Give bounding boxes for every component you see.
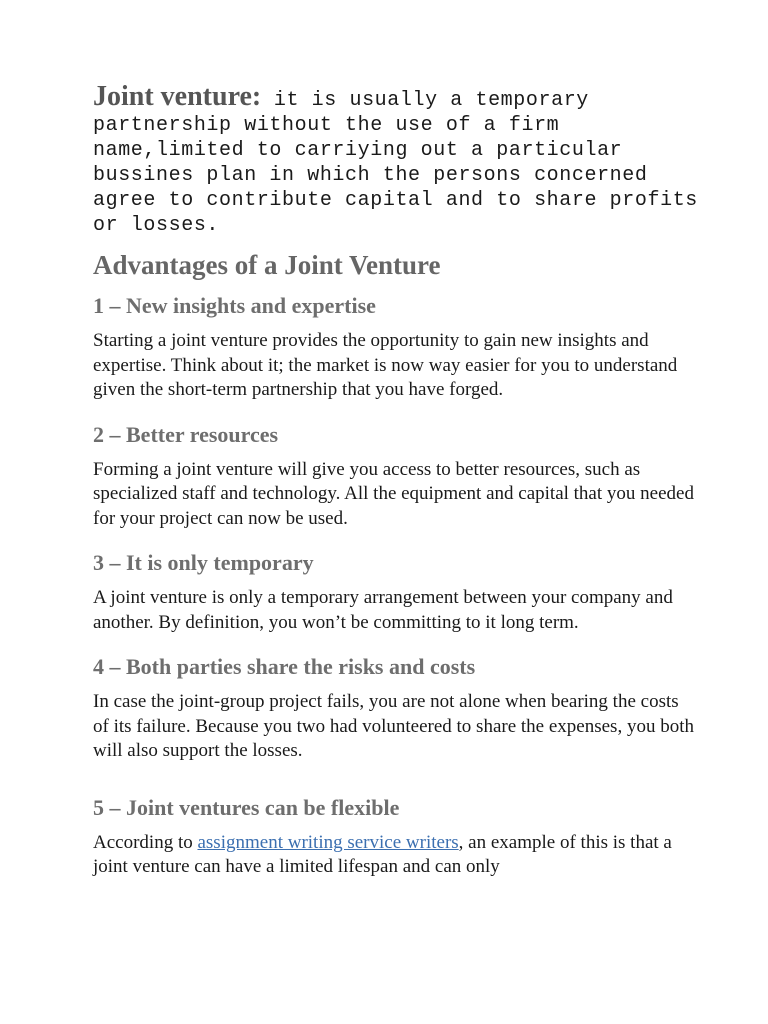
section-5-heading: 5 – Joint ventures can be flexible — [93, 794, 400, 820]
section-4-text: In case the joint-group project fails, you are not alone when bearing the costs of its failure. Because you two had volunteered to share the expenses, you both will also support the losses. — [93, 691, 694, 761]
section-3-text: A joint venture is only a temporary arrangement between your company and another. By definition, you won’t be committing to it long term. — [93, 587, 673, 633]
assignment-writing-link[interactable]: assignment writing service writers — [197, 831, 459, 853]
section-2-text: Forming a joint venture will give you access to better resources, such as specialized staff and technology. All the equipment and capital that you needed for your project can now be used. — [93, 458, 694, 529]
section-4-heading: 4 – Both parties share the risks and costs — [93, 654, 476, 679]
intro-term: Joint venture: — [93, 81, 262, 112]
section-1-text: Starting a joint venture provides the opportunity to gain new insights and expertise. Think about it; the market is now way easier for you to understand given the short-term partnership that you have forged. — [93, 330, 678, 400]
section-3-heading: 3 – It is only temporary — [93, 550, 314, 575]
section-1-heading: 1 – New insights and expertise — [93, 293, 376, 318]
intro-definition: it is usually a temporary partnership without the use of a firm name,limited to carriying out a particular bussines plan in which the persons concerned agree to contribute capital and to share profits or losses. — [93, 89, 698, 237]
page-title: Advantages of a Joint Venture — [93, 250, 441, 280]
section-5-text-before: According to — [93, 831, 198, 853]
section-5-text-after: , an example of this is that a joint venture can have a limited lifespan and can only — [93, 831, 672, 877]
intro-paragraph — [93, 81, 698, 238]
section-2-heading: 2 – Better resources — [93, 421, 279, 447]
section-5-text — [93, 831, 698, 880]
